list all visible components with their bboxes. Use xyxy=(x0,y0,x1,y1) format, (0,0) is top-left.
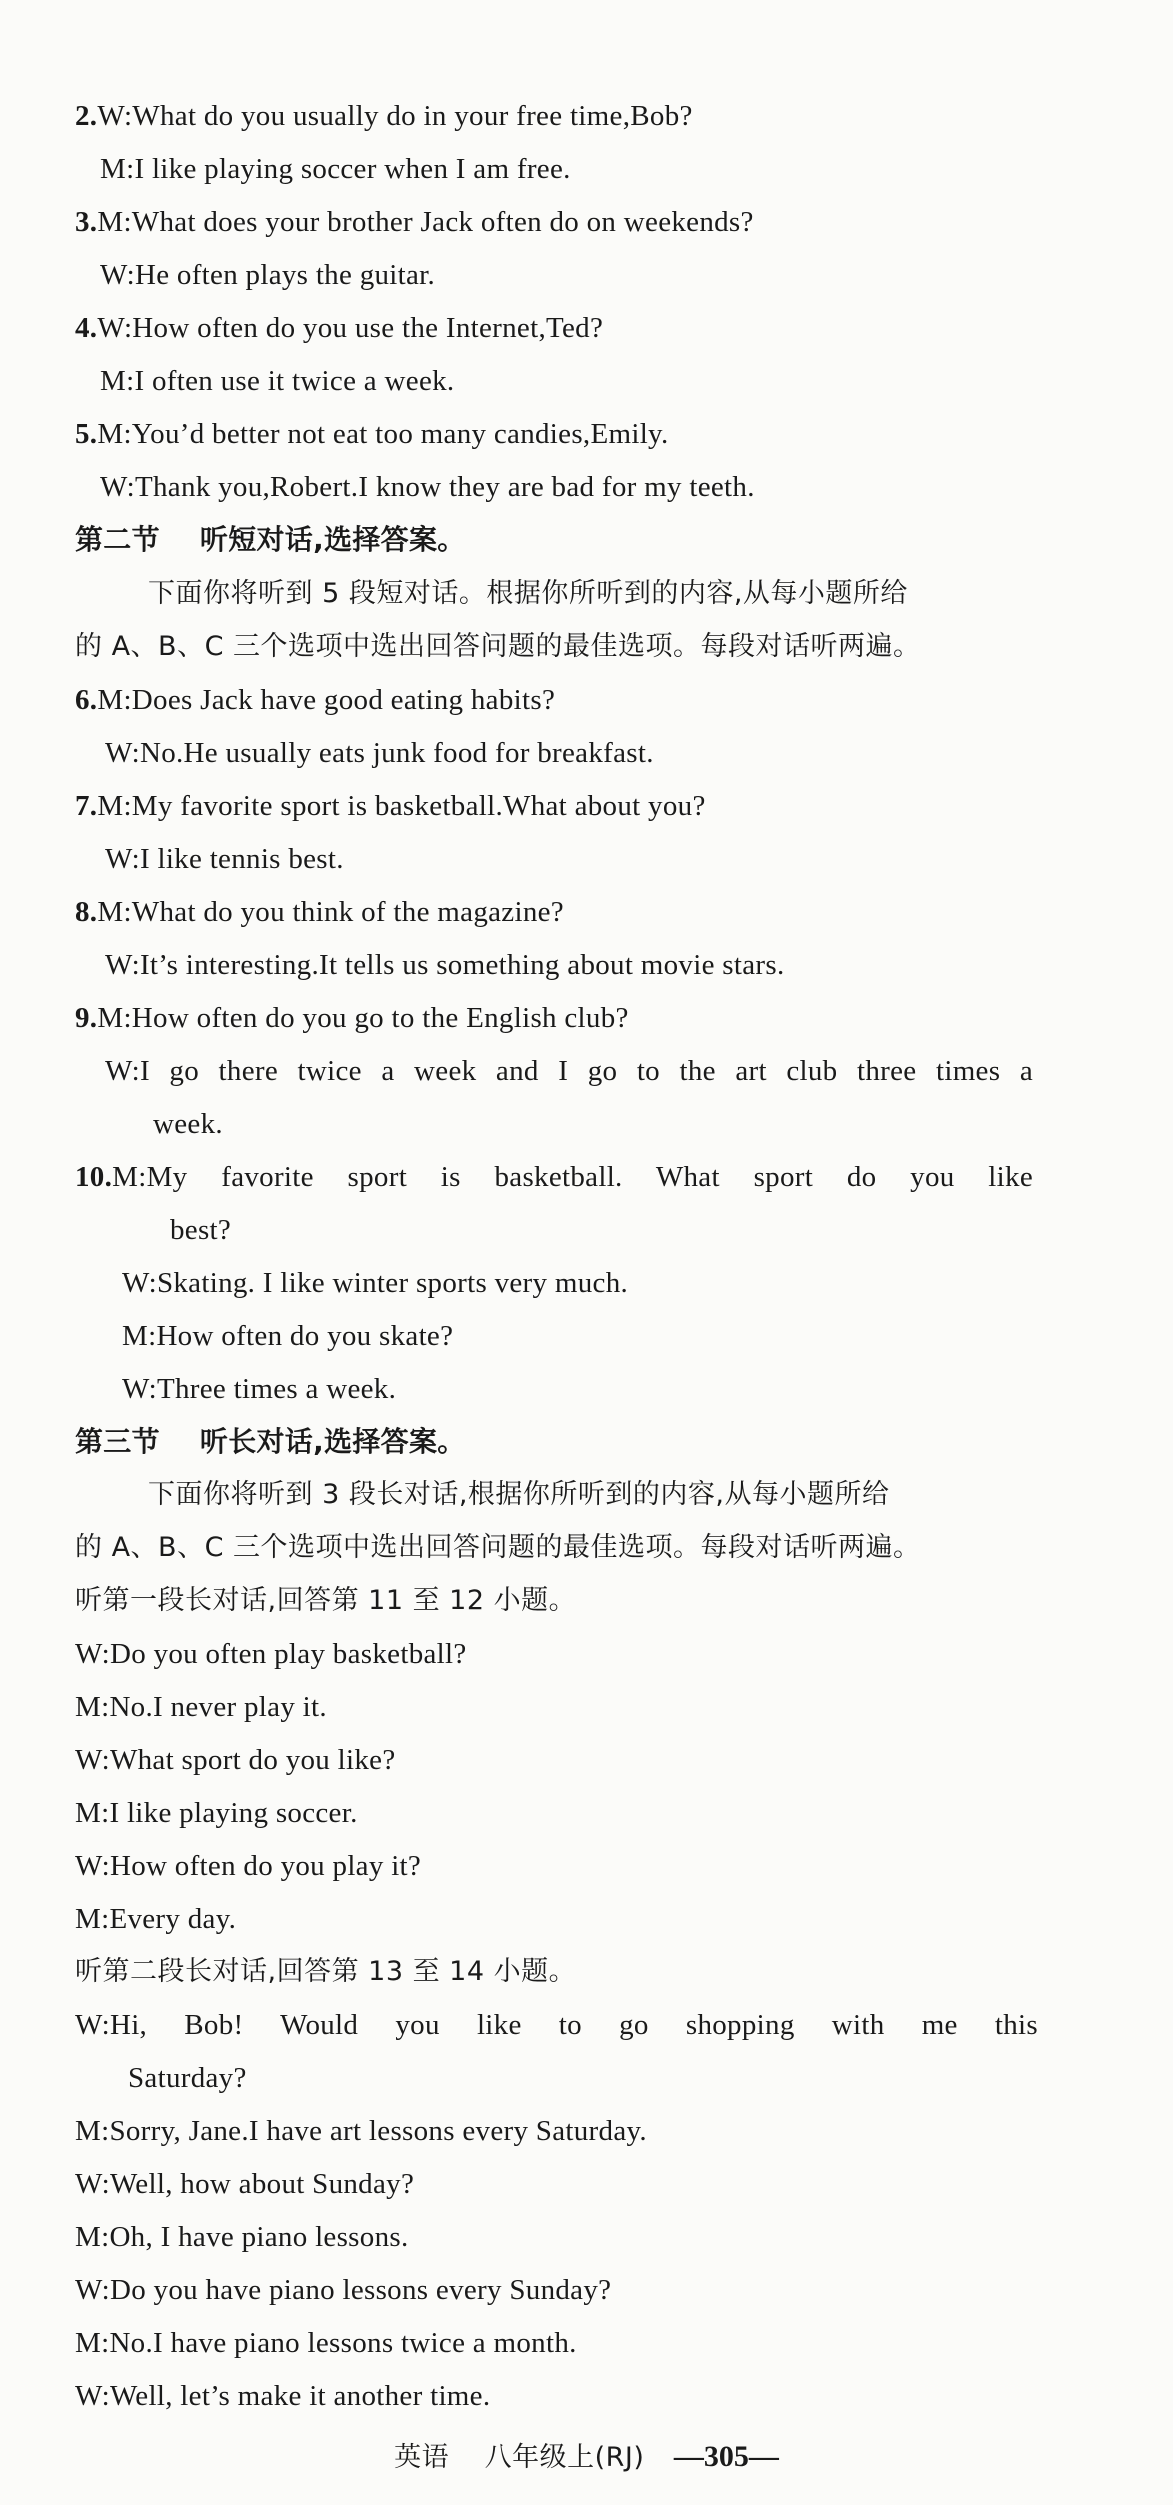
dialogue-line: week. xyxy=(153,1108,223,1140)
dialogue-line: M:Oh, I have piano lessons. xyxy=(75,2221,409,2253)
dialogue-line: W:I like tennis best. xyxy=(105,843,344,875)
dialogue-line: best? xyxy=(170,1214,232,1246)
footer-grade: 八年级上(RJ) xyxy=(484,2442,645,2473)
dialogue-line: 9.M:How often do you go to the English club? xyxy=(75,1002,629,1034)
dialogue-line: W:It’s interesting.It tells us something about movie stars. xyxy=(105,949,785,981)
section-instructions: 下面你将听到 3 段长对话,根据你所听到的内容,从每小题所给 xyxy=(148,1479,890,1510)
question-number: 7. xyxy=(75,790,98,822)
dialogue-line: 10.M:My favorite sport is basketball. What sport do you like xyxy=(75,1161,1033,1193)
dialogue-line: W:Do you have piano lessons every Sunday? xyxy=(75,2274,612,2306)
question-number: 9. xyxy=(75,1002,98,1034)
dialogue-line: 4.W:How often do you use the Internet,Ted? xyxy=(75,312,604,344)
dialogue-line: Saturday? xyxy=(128,2062,247,2094)
dialogue-line: 7.M:My favorite sport is basketball.What about you? xyxy=(75,790,706,822)
dialogue-line: W:I go there twice a week and I go to the art club three times a xyxy=(105,1055,1033,1087)
dialogue-line: 3.M:What does your brother Jack often do on weekends? xyxy=(75,206,754,238)
dialogue-line: M:Every day. xyxy=(75,1903,237,1935)
dialogue-line: W:Do you often play basketball? xyxy=(75,1638,467,1670)
section-instructions: 下面你将听到 5 段短对话。根据你所听到的内容,从每小题所给 xyxy=(148,578,908,609)
dialogue-directions: 听第一段长对话,回答第 11 至 12 小题。 xyxy=(75,1585,577,1616)
dialogue-line: W:How often do you play it? xyxy=(75,1850,422,1882)
dialogue-line: W:Well, how about Sunday? xyxy=(75,2168,415,2200)
question-number: 8. xyxy=(75,896,98,928)
section-heading: 第二节 听短对话,选择答案。 xyxy=(75,523,466,556)
section-instructions: 的 A、B、C 三个选项中选出回答问题的最佳选项。每段对话听两遍。 xyxy=(75,1532,921,1563)
question-number: 3. xyxy=(75,206,98,238)
dialogue-line: M:No.I have piano lessons twice a month. xyxy=(75,2327,577,2359)
section-heading: 第三节 听长对话,选择答案。 xyxy=(75,1425,466,1458)
footer-subject: 英语 xyxy=(394,2442,450,2473)
dialogue-line: W:He often plays the guitar. xyxy=(100,259,436,291)
dialogue-line: M:Sorry, Jane.I have art lessons every Saturday. xyxy=(75,2115,647,2147)
dialogue-directions: 听第二段长对话,回答第 13 至 14 小题。 xyxy=(75,1956,577,1987)
question-number: 6. xyxy=(75,684,98,716)
dialogue-line: 5.M:You’d better not eat too many candies,Emily. xyxy=(75,418,669,450)
dialogue-line: M:How often do you skate? xyxy=(122,1320,454,1352)
question-number: 2. xyxy=(75,100,98,132)
dialogue-line: W:Hi, Bob! Would you like to go shopping with me this xyxy=(75,2009,1038,2041)
dialogue-line: W:Thank you,Robert.I know they are bad for my teeth. xyxy=(100,471,755,503)
dialogue-line: W:Well, let’s make it another time. xyxy=(75,2380,491,2412)
page-footer xyxy=(0,2435,1173,2474)
dialogue-line: 2.W:What do you usually do in your free time,Bob? xyxy=(75,100,693,132)
dialogue-line: M:I often use it twice a week. xyxy=(100,365,455,397)
dialogue-line: M:No.I never play it. xyxy=(75,1691,327,1723)
question-number: 10. xyxy=(75,1161,113,1193)
dialogue-line: M:I like playing soccer when I am free. xyxy=(100,153,571,185)
dialogue-line: W:What sport do you like? xyxy=(75,1744,396,1776)
section-instructions: 的 A、B、C 三个选项中选出回答问题的最佳选项。每段对话听两遍。 xyxy=(75,631,921,662)
dialogue-line: M:I like playing soccer. xyxy=(75,1797,358,1829)
question-number: 4. xyxy=(75,312,98,344)
dialogue-line: 8.M:What do you think of the magazine? xyxy=(75,896,564,928)
dialogue-line: W:No.He usually eats junk food for breakfast. xyxy=(105,737,654,769)
question-number: 5. xyxy=(75,418,98,450)
page-number: —305— xyxy=(673,2440,779,2473)
dialogue-line: W:Skating. I like winter sports very much. xyxy=(122,1267,629,1299)
dialogue-line: W:Three times a week. xyxy=(122,1373,397,1405)
dialogue-line: 6.M:Does Jack have good eating habits? xyxy=(75,684,556,716)
